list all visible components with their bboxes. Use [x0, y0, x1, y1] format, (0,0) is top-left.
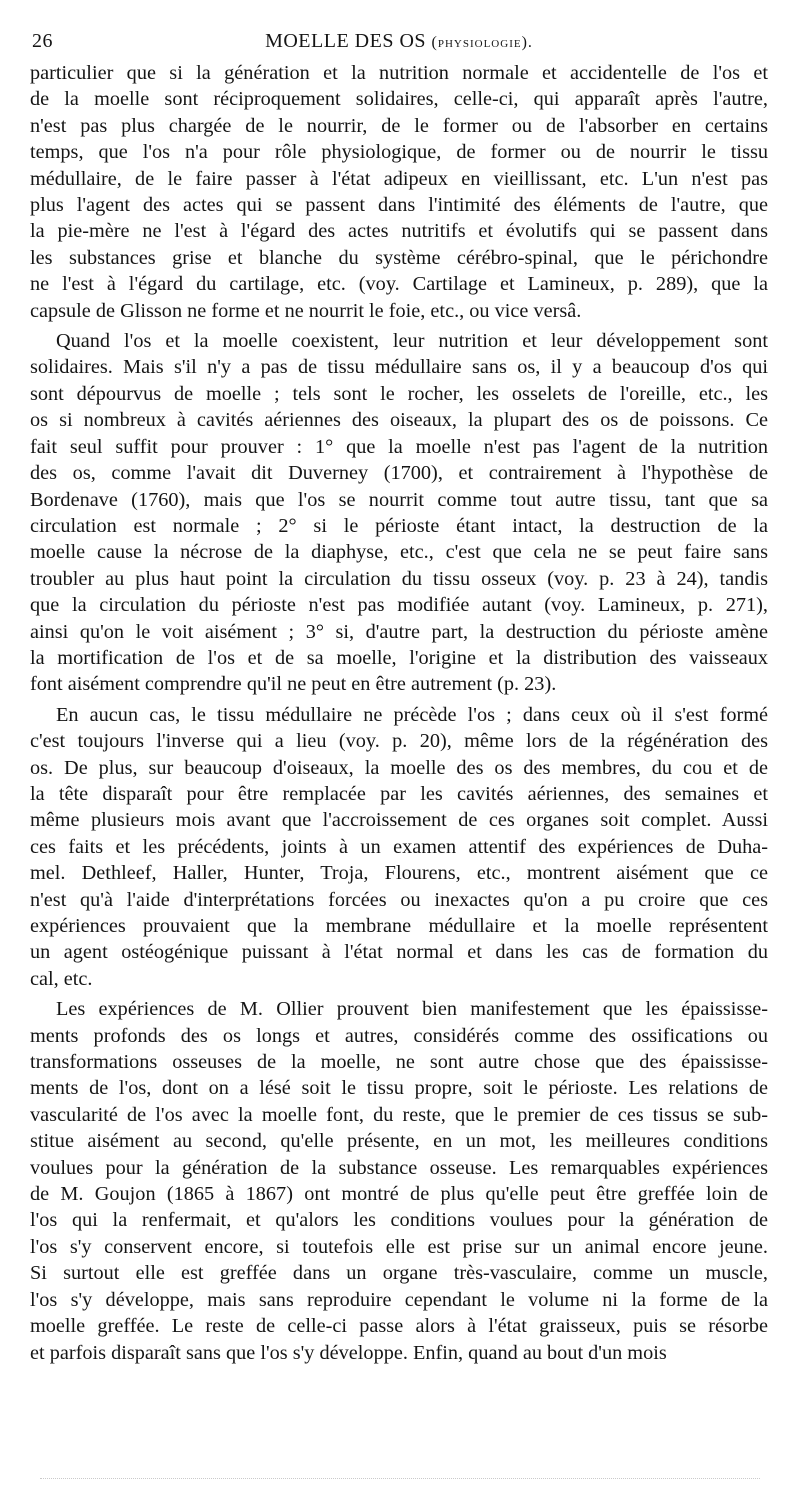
text-line: voulues pour la génération de la substance osseuse. Les remarquables expériences: [30, 1156, 768, 1179]
text-line: n'est qu'à l'aide d'interprétations forcées ou inexactes qu'on a pu croire que ces: [30, 888, 768, 911]
paragraph: [30, 60, 768, 324]
paragraph: [30, 702, 768, 992]
running-title-main: MOELLE DES OS: [265, 30, 427, 52]
text-line: stitue aisément au second, qu'elle présente, en un mot, les meilleures conditions: [30, 1130, 768, 1153]
text-line: capsule de Glisson ne forme et ne nourrit le foie, etc., ou vice versâ.: [30, 299, 582, 322]
text-line: la pie-mère ne l'est à l'égard des actes nutritifs et évolutifs qui se passent dans: [30, 220, 768, 243]
text-line: même plusieurs mois avant que l'accroissement de ces organes soit complet. Aussi: [30, 809, 768, 832]
text-line: et parfois disparaît sans que l'os s'y développe. Enfin, quand au bout d'un mois: [30, 1341, 667, 1364]
text-line: la tête disparaît pour être remplacée par les cavités aériennes, des semaines et: [30, 782, 768, 805]
paragraph: [30, 996, 768, 1366]
text-line: transformations osseuses de la moelle, ne sont autre chose que des épaississe-: [30, 1051, 768, 1074]
running-title: [30, 26, 768, 58]
text-line: os. De plus, sur beaucoup d'oiseaux, la moelle des os des membres, du cou et de: [30, 756, 768, 779]
text-line: plus l'agent des actes qui se passent dans l'intimité des éléments de l'autre, que: [30, 194, 768, 217]
text-line: n'est pas plus chargée de le nourrir, de le former ou de l'absorber en certains: [30, 114, 768, 137]
text-line: temps, que l'os n'a pour rôle physiologique, de former ou de nourrir le tissu: [30, 141, 768, 164]
text-line: des os, comme l'avait dit Duverney (1700), et contrairement à l'hypothèse de: [30, 462, 768, 485]
text-line: troubler au plus haut point la circulation du tissu osseux (voy. p. 23 à 24), tandis: [30, 567, 768, 590]
page-number: 26: [32, 30, 53, 52]
text-line: os si nombreux à cavités aériennes des oiseaux, la plupart des os de poissons. Ce: [30, 409, 768, 432]
running-title-subtitle: (physiologie).: [431, 34, 533, 51]
text-line: moelle cause la nécrose de la diaphyse, etc., c'est que cela ne se peut faire sans: [30, 541, 768, 564]
text-line: ments profonds des os longs et autres, considérés comme des ossifications ou: [30, 1024, 768, 1047]
text-line: particulier que si la génération et la nutrition normale et accidentelle de l'os et: [30, 62, 768, 84]
text-line: cal, etc.: [30, 967, 93, 990]
text-line: l'os s'y développe, mais sans reproduire cependant le volume ni la forme de la: [30, 1288, 768, 1311]
text-line: font aisément comprendre qu'il ne peut en être autrement (p. 23).: [30, 673, 557, 696]
text-line: fait seul suffit pour prouver : 1° que la moelle n'est pas l'agent de la nutrition: [30, 435, 768, 458]
text-line: vascularité de l'os avec la moelle font, du reste, que le premier de ces tissus se sub-: [30, 1103, 768, 1126]
text-line: ces faits et les précédents, joints à un examen attentif des expériences de Duha-: [30, 835, 768, 858]
text-line: ments de l'os, dont on a lésé soit le tissu propre, soit le périoste. Les relations de: [30, 1077, 768, 1100]
text-line: l'os qui la renfermait, et qu'alors les conditions voulues pour la génération de: [30, 1209, 768, 1232]
text-line: médullaire, de le faire passer à l'état adipeux en vieillissant, etc. L'un n'est pas: [30, 167, 768, 190]
text-line: mel. Dethleef, Haller, Hunter, Troja, Flourens, etc., montrent aisément que ce: [30, 862, 768, 885]
text-line: c'est toujours l'inverse qui a lieu (voy. p. 20), même lors de la régénération des: [30, 730, 768, 753]
text-line: ne l'est à l'égard du cartilage, etc. (voy. Cartilage et Lamineux, p. 289), que la: [30, 273, 768, 296]
text-line: expériences prouvaient que la membrane médullaire et la moelle représentent: [30, 915, 768, 937]
text-line: ainsi qu'on le voit aisément ; 3° si, d'autre part, la destruction du périoste amène: [30, 620, 768, 643]
body-text: [30, 60, 768, 1366]
text-line: En aucun cas, le tissu médullaire ne précède l'os ; dans ceux où il s'est formé: [56, 703, 768, 726]
paragraph: [30, 328, 768, 698]
text-line: moelle greffée. Le reste de celle-ci passe alors à l'état graisseux, puis se résorbe: [30, 1315, 768, 1338]
text-line: Si surtout elle est greffée dans un organe très-vasculaire, comme un muscle,: [30, 1262, 768, 1285]
text-line: de la moelle sont réciproquement solidaires, celle-ci, qui apparaît après l'autre,: [30, 88, 768, 111]
text-line: un agent ostéogénique puissant à l'état normal et dans les cas de formation du: [30, 941, 768, 964]
text-line: Les expériences de M. Ollier prouvent bien manifestement que les épaississe-: [56, 998, 768, 1021]
text-line: sont dépourvus de moelle ; tels sont le rocher, les osselets de l'oreille, etc., les: [30, 382, 768, 405]
text-line: circulation est normale ; 2° si le périoste étant intact, la destruction de la: [30, 514, 768, 537]
text-line: Bordenave (1760), mais que l'os se nourrit comme tout autre tissu, tant que sa: [30, 488, 768, 511]
text-line: que la circulation du périoste n'est pas modifiée autant (voy. Lamineux, p. 271),: [30, 594, 768, 617]
text-line: solidaires. Mais s'il n'y a pas de tissu médullaire sans os, il y a beaucoup d'os qui: [30, 356, 768, 379]
text-line: l'os s'y conservent encore, si toutefois elle est prise sur un animal encore jeune.: [30, 1235, 768, 1258]
scan-artifact-line: [40, 1478, 760, 1485]
running-header: [30, 26, 768, 56]
book-page: [30, 26, 768, 1366]
text-line: la mortification de l'os et de sa moelle, l'origine et la distribution des vaisseaux: [30, 646, 768, 669]
text-line: Quand l'os et la moelle coexistent, leur nutrition et leur développement sont: [56, 330, 768, 353]
text-line: les substances grise et blanche du système cérébro-spinal, que le périchondre: [30, 246, 768, 269]
text-line: de M. Goujon (1865 à 1867) ont montré de plus qu'elle peut être greffée loin de: [30, 1183, 768, 1206]
